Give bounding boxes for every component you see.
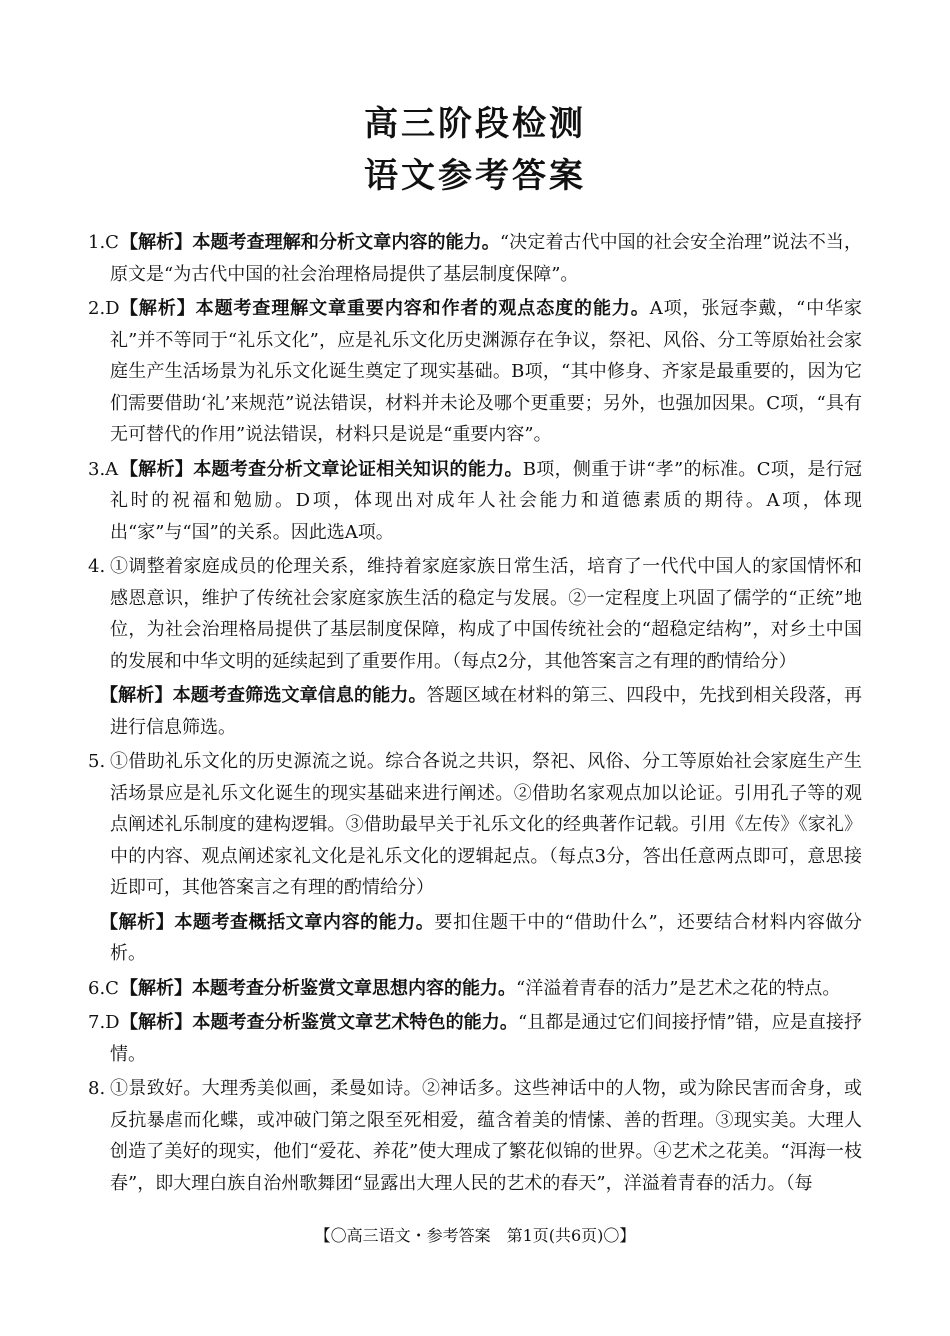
analysis-lead: 本题考查分析鉴赏文章艺术特色的能力。 bbox=[192, 1012, 518, 1033]
analysis-tag: 【解析】 bbox=[120, 1012, 193, 1033]
answer-item-8 bbox=[88, 1073, 862, 1199]
item-number: 4. bbox=[88, 556, 106, 577]
analysis-lead: 本题考查分析鉴赏文章思想内容的能力。 bbox=[192, 977, 516, 999]
answer-item-4-analysis bbox=[88, 680, 862, 743]
analysis-tag: 【解析】 bbox=[120, 458, 194, 480]
analysis-text: “且都是通过它们间接抒情”错，应是直接抒情。 bbox=[110, 1012, 863, 1065]
answer-item-3 bbox=[88, 454, 862, 549]
analysis-text: “决定着古代中国的社会安全治理”说法不当，原文是“为古代中国的社会治理格局提供了基层制度保障”。 bbox=[110, 232, 863, 285]
analysis-lead: 本题考查分析文章论证相关知识的能力。 bbox=[193, 458, 523, 480]
analysis-text: “洋溢着青春的活力”是艺术之花的特点。 bbox=[516, 977, 841, 999]
answer-text: ①景致好。大理秀美似画，柔曼如诗。②神话多。这些神话中的人物，或为除民害而舍身，或反抗暴虐而化蝶，或冲破门第之限至死相爱，蕴含着美的情愫、善的哲理。③现实美。大理人创造了美好的现实，他们“爱花、养花”使大理成了繁花似锦的世界。④艺术之花美。“洱海一枝春”，即大理白族自治州歌舞团“显露出大理人民的艺术的春天”，洋溢着青春的活力。（每 bbox=[110, 1078, 862, 1194]
item-number: 2.D bbox=[88, 298, 120, 319]
page-footer: 【〇高三语文・参考答案 第1页(共6页)〇】 bbox=[314, 1226, 636, 1245]
answer-list bbox=[88, 227, 862, 1199]
analysis-tag: 【解析】 bbox=[120, 977, 192, 999]
analysis-lead: 本题考查概括文章内容的能力。 bbox=[174, 911, 435, 933]
item-number: 1.C bbox=[88, 232, 119, 253]
analysis-text: B项，侧重于讲“孝”的标准。C项，是行冠礼时的祝福和勉励。D项，体现出对成年人社会能力和道德素质的期待。A项，体现出“家”与“国”的关系。因此选A项。 bbox=[110, 458, 863, 543]
answer-text: ①借助礼乐文化的历史源流之说。综合各说之共识，祭祀、风俗、分工等原始社会家庭生产生活场景应是礼乐文化诞生的现实基础来进行阐述。②借助名家观点加以论证。引用孔子等的观点阐述礼乐制度的建构逻辑。③借助最早关于礼乐文化的经典著作记载。引用《左传》《家礼》中的内容、观点阐述家礼文化是礼乐文化的逻辑起点。（每点3分，答出任意两点即可，意思接近即可，其他答案言之有理的酌情给分） bbox=[110, 751, 862, 898]
analysis-text: 答题区域在材料的第三、四段中，先找到相关段落，再进行信息筛选。 bbox=[110, 685, 863, 738]
analysis-tag: 【解析】 bbox=[100, 911, 175, 933]
answer-item-5 bbox=[88, 746, 862, 904]
analysis-tag: 【解析】 bbox=[120, 298, 196, 319]
answer-item-6 bbox=[88, 973, 862, 1005]
answer-item-2 bbox=[88, 293, 862, 451]
item-number: 6.C bbox=[88, 977, 119, 999]
analysis-lead: 本题考查理解和分析文章内容的能力。 bbox=[192, 232, 500, 253]
analysis-text: A项，张冠李戴，“中华家礼”并不等同于“礼乐文化”，应是礼乐文化历史渊源存在争议，祭祀、风俗、分工等原始社会家庭生产生活场景为礼乐文化诞生奠定了现实基础。B项，“其中修身、齐家是最重要的，因为它们需要借助‘礼’来规范”说法错误，材料并未论及哪个更重要；另外，也强加因果。C项，“具有无可替代的作用”说法错误，材料只是说是“重要内容”。 bbox=[110, 298, 862, 445]
item-number: 5. bbox=[88, 751, 106, 772]
document-title: 高三阶段检测 bbox=[364, 104, 586, 144]
analysis-tag: 【解析】 bbox=[100, 685, 173, 706]
answer-item-5-analysis bbox=[88, 907, 862, 970]
item-number: 7.D bbox=[88, 1012, 120, 1033]
analysis-lead: 本题考查筛选文章信息的能力。 bbox=[172, 685, 427, 706]
analysis-tag: 【解析】 bbox=[120, 232, 193, 253]
answer-item-7 bbox=[88, 1007, 862, 1070]
answer-text: ①调整着家庭成员的伦理关系，维持着家庭家族日常生活，培育了一代代中国人的家国情怀和感恩意识，维护了传统社会家庭家族生活的稳定与发展。②一定程度上巩固了儒学的“正统”地位，为社会治理格局提供了基层制度保障，构成了中国传统社会的“超稳定结构”，对乡土中国的发展和中华文明的延续起到了重要作用。（每点2分，其他答案言之有理的酌情给分） bbox=[110, 556, 862, 672]
item-number: 3.A bbox=[88, 458, 119, 480]
answer-item-4 bbox=[88, 551, 862, 677]
answer-item-1 bbox=[88, 227, 862, 290]
analysis-text: 要扣住题干中的“借助什么”，还要结合材料内容做分析。 bbox=[110, 911, 863, 964]
item-number: 8. bbox=[88, 1078, 106, 1099]
analysis-lead: 本题考查理解文章重要内容和作者的观点态度的能力。 bbox=[195, 298, 650, 319]
document-subtitle: 语文参考答案 bbox=[364, 156, 586, 196]
